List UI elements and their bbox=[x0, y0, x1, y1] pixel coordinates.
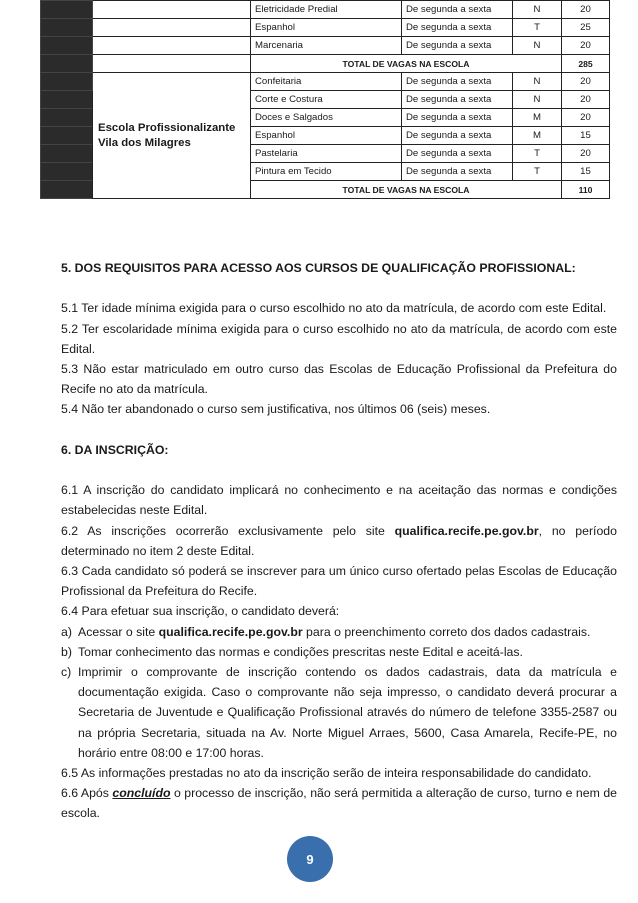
dark-cell bbox=[41, 109, 93, 127]
paragraph-6-2-text: 6.2 As inscrições ocorrerão exclusivamente pelo site bbox=[61, 523, 395, 538]
vacancies-cell: 20 bbox=[562, 73, 610, 91]
page-number-badge bbox=[287, 836, 333, 882]
document-body bbox=[61, 258, 617, 824]
shift-cell: T bbox=[513, 19, 562, 37]
dark-cell bbox=[41, 181, 93, 199]
vacancies-cell: 20 bbox=[562, 1, 610, 19]
days-cell: De segunda a sexta bbox=[402, 73, 513, 91]
requirement-5-1: 5.1 Ter idade mínima exigida para o curso escolhido no ato da matrícula, de acordo com este Edital. bbox=[61, 301, 607, 316]
table-row bbox=[41, 37, 610, 55]
days-cell: De segunda a sexta bbox=[402, 19, 513, 37]
course-cell: Espanhol bbox=[251, 127, 402, 145]
list-marker: a) bbox=[61, 624, 72, 639]
page-number: 9 bbox=[306, 851, 314, 867]
list-item-text: Acessar o site qualifica.recife.pe.gov.br para o preenchimento correto dos dados cadastrais. bbox=[78, 624, 591, 639]
requirement-5-2: 5.2 Ter escolaridade mínima exigida para o curso escolhido no ato da matrícula, de acordo com este Edital. bbox=[61, 321, 617, 356]
course-cell: Espanhol bbox=[251, 19, 402, 37]
school-cell bbox=[93, 55, 251, 73]
paragraph-6-3: 6.3 Cada candidato só poderá se inscrever para um único curso ofertado pelas Escolas de Educação Profissional da Prefeitura do Recife. bbox=[61, 564, 617, 599]
requirement-5-3: 5.3 Não estar matriculado em outro curso das Escolas de Educação Profissional da Prefeitura do Recife no ato da matrícula. bbox=[61, 362, 617, 397]
paragraph-6-2 bbox=[61, 521, 617, 561]
course-cell: Doces e Salgados bbox=[251, 109, 402, 127]
table-row bbox=[41, 19, 610, 37]
total-value: 110 bbox=[562, 181, 610, 199]
shift-cell: N bbox=[513, 73, 562, 91]
section-6-heading: 6. DA INSCRIÇÃO: bbox=[61, 442, 169, 457]
vacancies-cell: 20 bbox=[562, 91, 610, 109]
dark-cell bbox=[41, 19, 93, 37]
paragraph-6-2-text: , no período determinado no item 2 deste Edital. bbox=[61, 523, 617, 558]
dark-cell bbox=[41, 145, 93, 163]
school-cell bbox=[93, 19, 251, 37]
days-cell: De segunda a sexta bbox=[402, 91, 513, 109]
paragraph-6-1: 6.1 A inscrição do candidato implicará no conhecimento e na aceitação das normas e condições estabelecidas neste Edital. bbox=[61, 483, 617, 518]
dark-cell bbox=[41, 91, 93, 109]
paragraph-6-4: 6.4 Para efetuar sua inscrição, o candidato deverá: bbox=[61, 604, 340, 619]
site-link[interactable]: qualifica.recife.pe.gov.br bbox=[158, 624, 303, 639]
dark-cell bbox=[41, 1, 93, 19]
list-item-text: Imprimir o comprovante de inscrição contendo os dados cadastrais, data da matrícula e documentação exigida. Caso o comprovante não seja impresso, o candidato deverá procurar a Secretaria de Juventude e Qualificação Profissional através do número de telefone 3355-2587 ou na própria Secretaria, situada na Av. Norte Miguel Arraes, 5600, Casa Amarela, Recife-PE, no horário entre 08:00 e 17:00 horas. bbox=[78, 665, 617, 760]
paragraph-6-5: 6.5 As informações prestadas no ato da inscrição serão de inteira responsabilidade do candidato. bbox=[61, 766, 592, 781]
shift-cell: M bbox=[513, 109, 562, 127]
total-label: TOTAL DE VAGAS NA ESCOLA bbox=[251, 181, 562, 199]
course-cell: Marcenaria bbox=[251, 37, 402, 55]
school-cell bbox=[93, 37, 251, 55]
course-cell: Corte e Costura bbox=[251, 91, 402, 109]
table-row bbox=[41, 73, 610, 91]
emphasis-concluido: concluído bbox=[112, 786, 171, 801]
vacancies-cell: 20 bbox=[562, 37, 610, 55]
course-cell: Pastelaria bbox=[251, 145, 402, 163]
shift-cell: N bbox=[513, 1, 562, 19]
school-name: Escola Profissionalizante Vila dos Milagres bbox=[93, 73, 251, 199]
course-cell: Confeitaria bbox=[251, 73, 402, 91]
total-value: 285 bbox=[562, 55, 610, 73]
days-cell: De segunda a sexta bbox=[402, 109, 513, 127]
course-cell: Eletricidade Predial bbox=[251, 1, 402, 19]
list-item-c bbox=[61, 662, 617, 763]
dark-cell bbox=[41, 73, 93, 91]
list-item-a bbox=[61, 622, 617, 642]
vacancies-cell: 15 bbox=[562, 163, 610, 181]
course-cell: Pintura em Tecido bbox=[251, 163, 402, 181]
days-cell: De segunda a sexta bbox=[402, 127, 513, 145]
school-cell bbox=[93, 1, 251, 19]
shift-cell: T bbox=[513, 163, 562, 181]
vacancies-cell: 20 bbox=[562, 109, 610, 127]
section-5-heading: 5. DOS REQUISITOS PARA ACESSO AOS CURSOS DE QUALIFICAÇÃO PROFISSIONAL: bbox=[61, 261, 576, 275]
paragraph-6-6: 6.6 Após concluído o processo de inscrição, não será permitida a alteração de curso, turno e nem de escola. bbox=[61, 786, 618, 821]
table-total-row bbox=[41, 55, 610, 73]
shift-cell: N bbox=[513, 91, 562, 109]
shift-cell: M bbox=[513, 127, 562, 145]
shift-cell: N bbox=[513, 37, 562, 55]
days-cell: De segunda a sexta bbox=[402, 1, 513, 19]
dark-cell bbox=[41, 127, 93, 145]
list-item-b bbox=[61, 642, 617, 662]
requirement-5-4: 5.4 Não ter abandonado o curso sem justificativa, nos últimos 06 (seis) meses. bbox=[61, 402, 491, 417]
list-marker: b) bbox=[61, 644, 72, 659]
table-row bbox=[41, 1, 610, 19]
dark-cell bbox=[41, 163, 93, 181]
total-label: TOTAL DE VAGAS NA ESCOLA bbox=[251, 55, 562, 73]
list-item-text: Tomar conhecimento das normas e condições prescritas neste Edital e aceitá-las. bbox=[78, 644, 523, 659]
site-link[interactable]: qualifica.recife.pe.gov.br bbox=[394, 523, 539, 538]
days-cell: De segunda a sexta bbox=[402, 37, 513, 55]
vacancies-cell: 20 bbox=[562, 145, 610, 163]
list-marker: c) bbox=[61, 665, 72, 680]
dark-cell bbox=[41, 37, 93, 55]
shift-cell: T bbox=[513, 145, 562, 163]
vacancies-cell: 15 bbox=[562, 127, 610, 145]
vacancies-cell: 25 bbox=[562, 19, 610, 37]
vacancies-table bbox=[40, 0, 610, 199]
dark-cell bbox=[41, 55, 93, 73]
days-cell: De segunda a sexta bbox=[402, 145, 513, 163]
days-cell: De segunda a sexta bbox=[402, 163, 513, 181]
